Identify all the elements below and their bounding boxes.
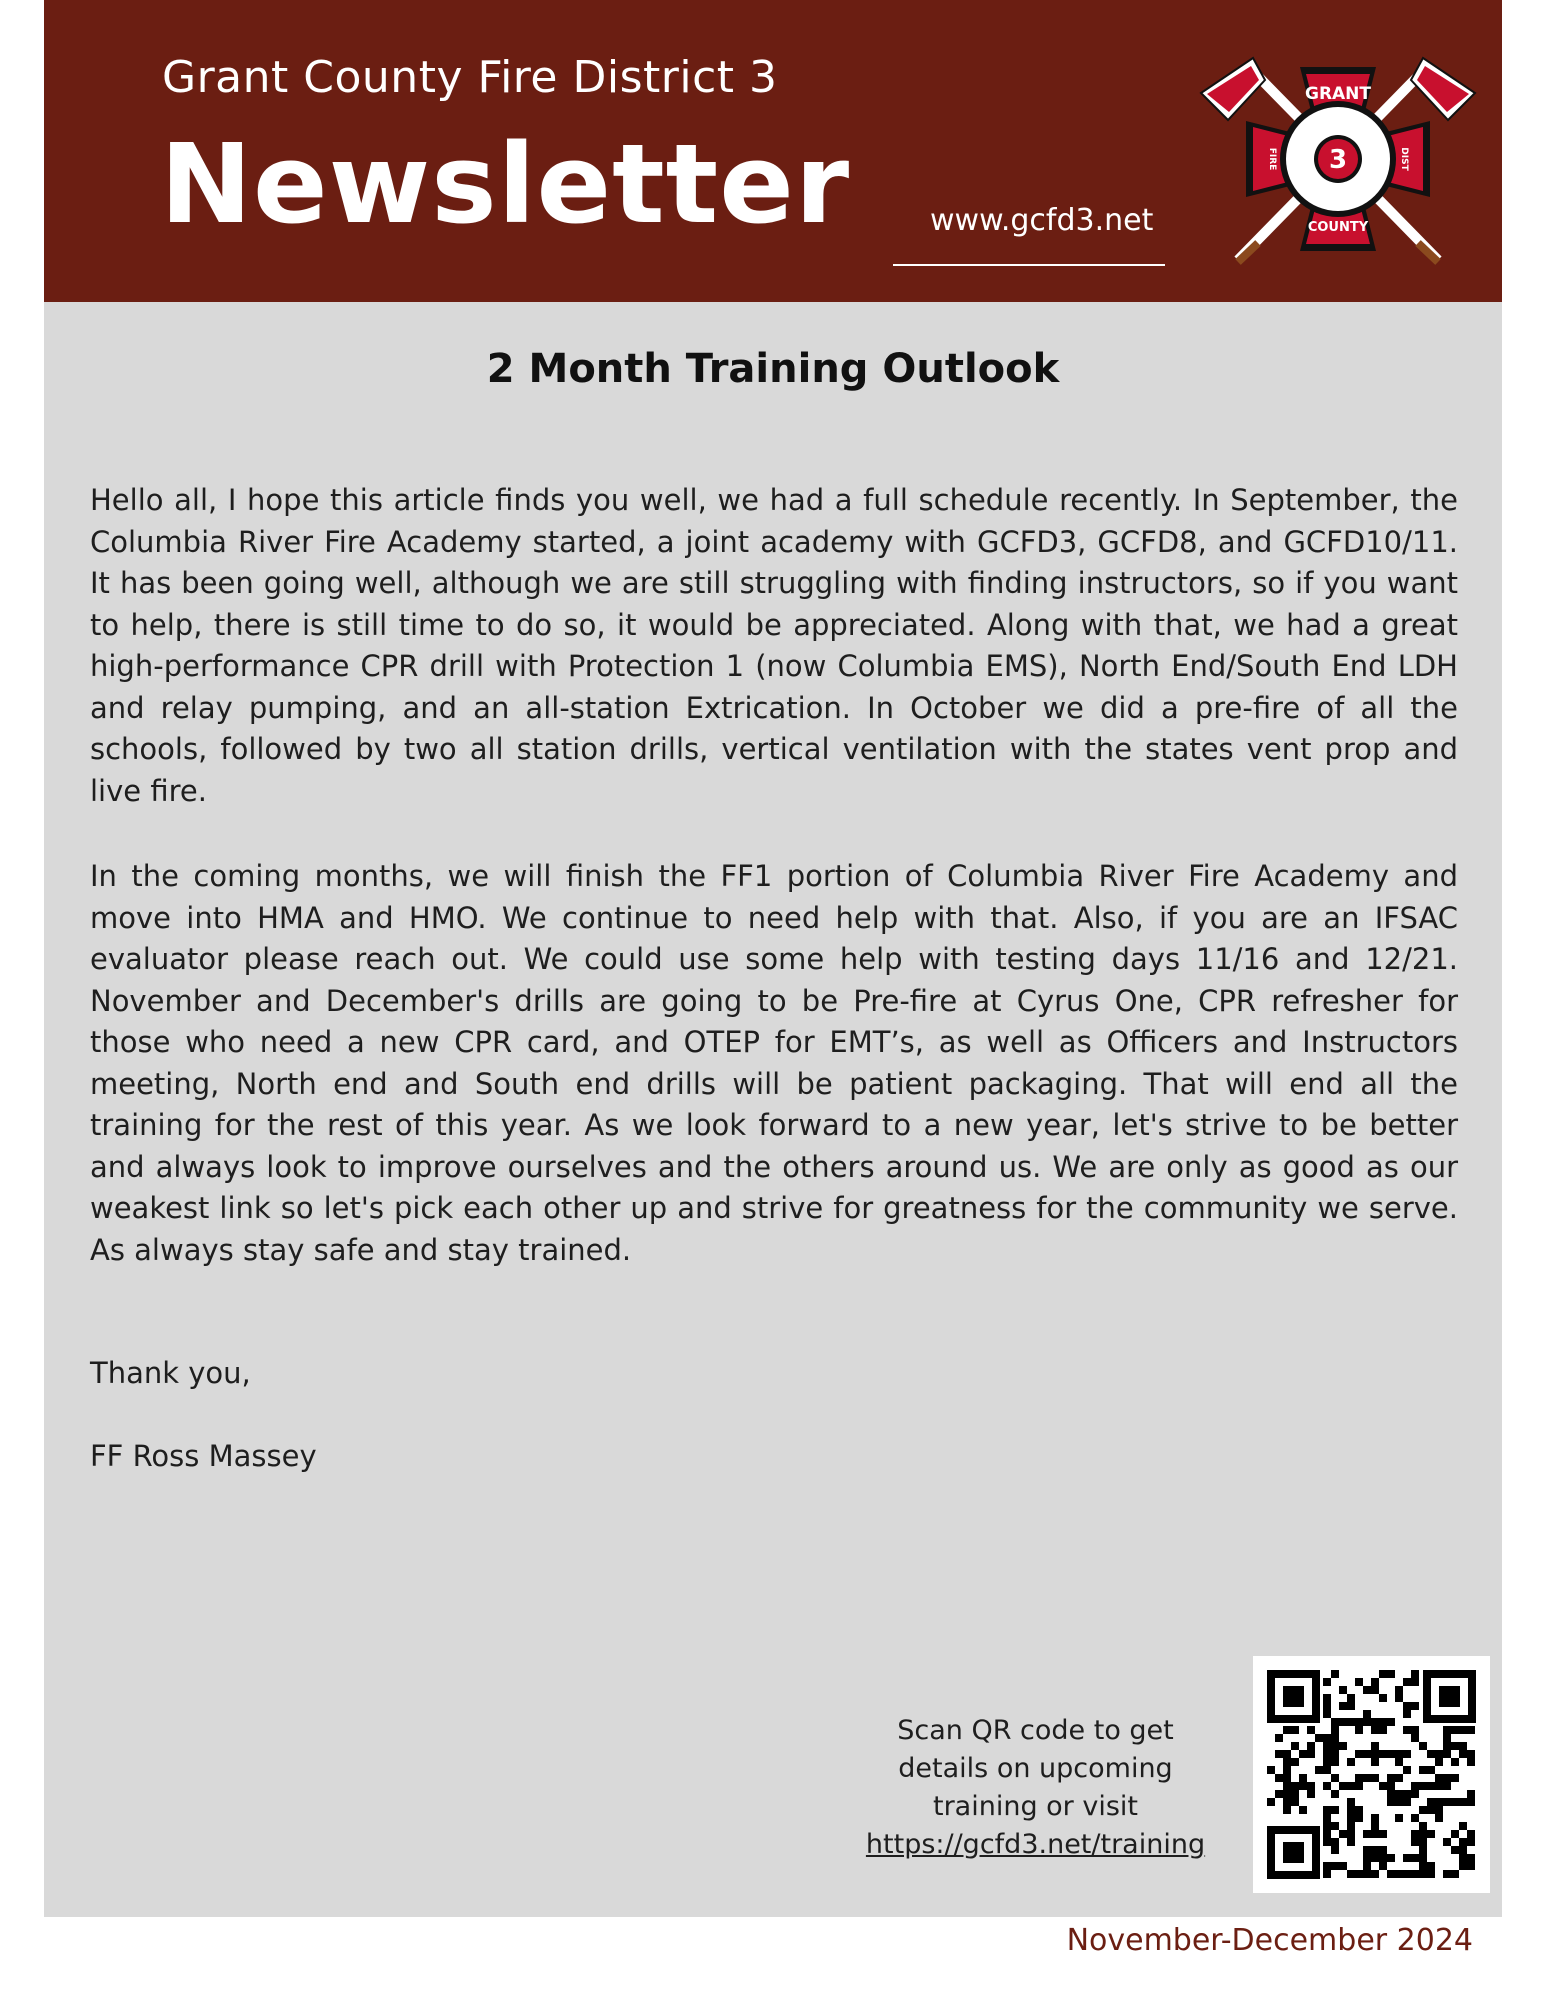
qr-module xyxy=(1443,1870,1451,1878)
qr-module xyxy=(1435,1806,1443,1814)
qr-module xyxy=(1395,1686,1403,1694)
article-paragraph: Hello all, I hope this article finds you well, we had a full schedule recently. In September, the Columbia River Fire Academy started, a joint academy with GCFD3, GCFD8, and GCFD10/11. It has been going well, although we are still struggling with finding instructors, so if you want to help, there is still time to do so, it would be appreciated. Along with that, we had a great high-performance CPR drill with Protection 1 (now Columbia EMS), North End/South End LDH and relay pumping, and an all-station Extrication. In October we did a pre-fire of all the schools, followed by two all station drills, vertical ventilation with the states vent prop and live fire. xyxy=(90,483,1458,808)
qr-module xyxy=(1443,1742,1451,1750)
qr-module xyxy=(1291,1758,1299,1766)
qr-module xyxy=(1403,1710,1411,1718)
qr-module xyxy=(1363,1710,1371,1718)
qr-module xyxy=(1331,1718,1339,1726)
qr-module xyxy=(1371,1750,1379,1758)
qr-module xyxy=(1459,1726,1467,1734)
qr-module xyxy=(1355,1774,1363,1782)
qr-module xyxy=(1459,1750,1467,1758)
qr-module xyxy=(1435,1774,1443,1782)
qr-module xyxy=(1355,1814,1363,1822)
qr-module xyxy=(1331,1758,1339,1766)
qr-module xyxy=(1419,1742,1427,1750)
qr-module xyxy=(1395,1870,1403,1878)
qr-module xyxy=(1451,1758,1459,1766)
qr-module xyxy=(1283,1758,1291,1766)
qr-module xyxy=(1403,1702,1411,1710)
qr-module xyxy=(1307,1742,1315,1750)
qr-module xyxy=(1427,1830,1435,1838)
qr-module xyxy=(1379,1718,1387,1726)
qr-module xyxy=(1323,1766,1331,1774)
qr-module xyxy=(1451,1846,1459,1854)
qr-module xyxy=(1427,1782,1435,1790)
qr-module xyxy=(1331,1822,1339,1830)
qr-module xyxy=(1363,1862,1371,1870)
qr-module xyxy=(1275,1734,1283,1742)
qr-module xyxy=(1403,1870,1411,1878)
website-underline xyxy=(893,264,1165,266)
qr-module xyxy=(1387,1718,1395,1726)
qr-module xyxy=(1379,1670,1387,1678)
qr-module xyxy=(1371,1742,1379,1750)
qr-module xyxy=(1283,1766,1291,1774)
qr-module xyxy=(1459,1822,1467,1830)
qr-caption-line: Scan QR code to get xyxy=(897,1715,1174,1746)
qr-module xyxy=(1371,1846,1379,1854)
qr-caption-line: details on upcoming xyxy=(898,1753,1173,1784)
qr-module xyxy=(1339,1830,1347,1838)
qr-module xyxy=(1451,1830,1459,1838)
qr-module xyxy=(1459,1862,1467,1870)
qr-module xyxy=(1411,1670,1419,1678)
qr-module xyxy=(1419,1822,1427,1830)
qr-module xyxy=(1323,1702,1331,1710)
qr-code-icon[interactable] xyxy=(1253,1656,1490,1893)
qr-caption-line: training or visit xyxy=(932,1791,1139,1822)
qr-module xyxy=(1467,1798,1475,1806)
qr-module xyxy=(1419,1870,1427,1878)
qr-module xyxy=(1379,1830,1387,1838)
qr-module xyxy=(1427,1862,1435,1870)
author-signature: FF Ross Massey xyxy=(90,1439,317,1473)
qr-module xyxy=(1299,1750,1307,1758)
qr-module xyxy=(1347,1822,1355,1830)
qr-module xyxy=(1283,1790,1291,1798)
qr-module xyxy=(1331,1806,1339,1814)
qr-module xyxy=(1395,1798,1403,1806)
svg-text:DIST: DIST xyxy=(1399,147,1409,171)
qr-module xyxy=(1443,1726,1451,1734)
qr-module xyxy=(1459,1838,1467,1846)
qr-module xyxy=(1331,1862,1339,1870)
qr-module xyxy=(1347,1806,1355,1814)
qr-module xyxy=(1323,1830,1331,1838)
qr-module xyxy=(1379,1726,1387,1734)
qr-module xyxy=(1459,1798,1467,1806)
qr-module xyxy=(1411,1702,1419,1710)
qr-module xyxy=(1371,1686,1379,1694)
qr-module xyxy=(1371,1726,1379,1734)
qr-module xyxy=(1395,1814,1403,1822)
qr-module xyxy=(1347,1814,1355,1822)
qr-module xyxy=(1411,1814,1419,1822)
qr-module xyxy=(1387,1750,1395,1758)
qr-module xyxy=(1379,1846,1387,1854)
qr-module xyxy=(1467,1854,1475,1862)
qr-module xyxy=(1283,1798,1291,1806)
qr-module xyxy=(1355,1806,1363,1814)
qr-module xyxy=(1467,1750,1475,1758)
qr-module xyxy=(1323,1750,1331,1758)
qr-module xyxy=(1267,1766,1275,1774)
qr-module xyxy=(1355,1750,1363,1758)
qr-module xyxy=(1379,1782,1387,1790)
qr-module xyxy=(1323,1862,1331,1870)
qr-module xyxy=(1323,1758,1331,1766)
qr-module xyxy=(1467,1830,1475,1838)
qr-module xyxy=(1387,1670,1395,1678)
qr-module xyxy=(1435,1758,1443,1766)
svg-text:GRANT: GRANT xyxy=(1304,84,1372,104)
qr-module xyxy=(1315,1734,1323,1742)
qr-module xyxy=(1371,1830,1379,1838)
qr-module xyxy=(1451,1870,1459,1878)
qr-module xyxy=(1427,1806,1435,1814)
qr-module xyxy=(1387,1774,1395,1782)
qr-module xyxy=(1419,1830,1427,1838)
qr-module xyxy=(1283,1782,1291,1790)
qr-module xyxy=(1291,1726,1299,1734)
qr-module xyxy=(1355,1870,1363,1878)
qr-module xyxy=(1419,1846,1427,1854)
qr-module xyxy=(1403,1678,1411,1686)
qr-module xyxy=(1323,1782,1331,1790)
qr-module xyxy=(1435,1750,1443,1758)
qr-module xyxy=(1291,1798,1299,1806)
qr-module xyxy=(1283,1806,1291,1814)
qr-module xyxy=(1459,1742,1467,1750)
qr-module xyxy=(1371,1854,1379,1862)
qr-module xyxy=(1331,1742,1339,1750)
qr-module xyxy=(1403,1798,1411,1806)
qr-module xyxy=(1323,1742,1331,1750)
qr-module xyxy=(1387,1870,1395,1878)
svg-text:3: 3 xyxy=(1328,145,1348,175)
qr-module xyxy=(1427,1766,1435,1774)
svg-text:COUNTY: COUNTY xyxy=(1307,220,1369,235)
qr-module xyxy=(1451,1798,1459,1806)
qr-module xyxy=(1403,1726,1411,1734)
qr-module xyxy=(1291,1742,1299,1750)
qr-module xyxy=(1347,1758,1355,1766)
qr-module xyxy=(1299,1774,1307,1782)
qr-module xyxy=(1363,1718,1371,1726)
qr-module xyxy=(1339,1702,1347,1710)
qr-module xyxy=(1443,1750,1451,1758)
qr-module xyxy=(1427,1870,1435,1878)
qr-module xyxy=(1291,1790,1299,1798)
qr-module xyxy=(1363,1870,1371,1878)
qr-module xyxy=(1347,1694,1355,1702)
qr-module xyxy=(1395,1694,1403,1702)
qr-module xyxy=(1363,1774,1371,1782)
qr-module xyxy=(1275,1750,1283,1758)
qr-module xyxy=(1419,1838,1427,1846)
qr-module xyxy=(1467,1726,1475,1734)
qr-module xyxy=(1443,1734,1451,1742)
qr-module xyxy=(1411,1870,1419,1878)
qr-module xyxy=(1363,1750,1371,1758)
qr-module xyxy=(1331,1838,1339,1846)
svg-text:FIRE: FIRE xyxy=(1267,147,1277,171)
qr-module xyxy=(1363,1854,1371,1862)
qr-module xyxy=(1371,1678,1379,1686)
qr-module xyxy=(1339,1686,1347,1694)
qr-module xyxy=(1323,1710,1331,1718)
qr-module xyxy=(1355,1678,1363,1686)
qr-module xyxy=(1323,1694,1331,1702)
qr-module xyxy=(1275,1774,1283,1782)
qr-module xyxy=(1427,1750,1435,1758)
qr-module xyxy=(1459,1846,1467,1854)
qr-module xyxy=(1411,1782,1419,1790)
qr-module xyxy=(1347,1870,1355,1878)
qr-module xyxy=(1307,1790,1315,1798)
qr-module xyxy=(1347,1838,1355,1846)
qr-module xyxy=(1323,1838,1331,1846)
qr-module xyxy=(1411,1854,1419,1862)
qr-module xyxy=(1467,1790,1475,1798)
article-paragraph: In the coming months, we will finish the FF1 portion of Columbia River Fire Academy and move into HMA and HMO. We continue to need help with that. Also, if you are an IFSAC evaluator please reach out. We could use some help with testing days 11/16 and 12/21. November and December's drills are going to be Pre-fire at Cyrus One, CPR refresher for those who need a new CPR card, and OTEP for EMT’s, as well as Officers and Instructors meeting, North end and South end drills will be patient packaging. That will end all the training for the rest of this year. As we look forward to a new year, let's strive to be better and always look to improve ourselves and the others around us. We are only as good as our weakest link so let's pick each other up and strive for greatness for the community we serve. As always stay safe and stay trained. xyxy=(90,859,1458,1267)
qr-module xyxy=(1419,1862,1427,1870)
qr-module xyxy=(1411,1734,1419,1742)
qr-module xyxy=(1363,1846,1371,1854)
department-name: Grant County Fire District 3 xyxy=(162,52,778,103)
qr-module xyxy=(1443,1774,1451,1782)
qr-module xyxy=(1395,1790,1403,1798)
qr-module xyxy=(1307,1750,1315,1758)
qr-module xyxy=(1339,1742,1347,1750)
qr-module xyxy=(1291,1782,1299,1790)
qr-module xyxy=(1331,1670,1339,1678)
qr-module xyxy=(1411,1678,1419,1686)
qr-module xyxy=(1443,1798,1451,1806)
qr-module xyxy=(1363,1686,1371,1694)
qr-module xyxy=(1451,1726,1459,1734)
qr-module xyxy=(1347,1782,1355,1790)
qr-module xyxy=(1387,1782,1395,1790)
qr-module xyxy=(1379,1750,1387,1758)
qr-module xyxy=(1347,1718,1355,1726)
qr-module xyxy=(1371,1870,1379,1878)
qr-module xyxy=(1371,1774,1379,1782)
qr-module xyxy=(1379,1862,1387,1870)
qr-module xyxy=(1355,1782,1363,1790)
training-link[interactable]: https://gcfd3.net/training xyxy=(865,1829,1206,1860)
qr-module xyxy=(1323,1806,1331,1814)
qr-module xyxy=(1331,1846,1339,1854)
qr-module xyxy=(1363,1830,1371,1838)
qr-module xyxy=(1283,1774,1291,1782)
qr-module xyxy=(1411,1830,1419,1838)
qr-module xyxy=(1331,1774,1339,1782)
qr-caption xyxy=(848,1712,1223,1864)
qr-module xyxy=(1323,1734,1331,1742)
qr-module xyxy=(1459,1854,1467,1862)
qr-module xyxy=(1395,1750,1403,1758)
qr-module xyxy=(1371,1822,1379,1830)
qr-module xyxy=(1451,1774,1459,1782)
qr-module xyxy=(1411,1838,1419,1846)
qr-module xyxy=(1323,1822,1331,1830)
qr-module xyxy=(1419,1766,1427,1774)
qr-module xyxy=(1323,1814,1331,1822)
qr-module xyxy=(1387,1854,1395,1862)
qr-module xyxy=(1371,1814,1379,1822)
fire-district-badge-icon xyxy=(1193,48,1483,270)
qr-module xyxy=(1267,1798,1275,1806)
qr-module xyxy=(1395,1758,1403,1766)
qr-module xyxy=(1435,1814,1443,1822)
qr-module xyxy=(1403,1766,1411,1774)
qr-module xyxy=(1467,1758,1475,1766)
qr-module xyxy=(1331,1726,1339,1734)
qr-module xyxy=(1371,1718,1379,1726)
qr-module xyxy=(1387,1790,1395,1798)
qr-module xyxy=(1403,1854,1411,1862)
qr-module xyxy=(1275,1790,1283,1798)
qr-module xyxy=(1435,1782,1443,1790)
qr-module xyxy=(1283,1750,1291,1758)
qr-module xyxy=(1299,1806,1307,1814)
qr-module xyxy=(1379,1854,1387,1862)
qr-module xyxy=(1339,1862,1347,1870)
qr-module xyxy=(1315,1766,1323,1774)
qr-module xyxy=(1403,1790,1411,1798)
qr-module xyxy=(1411,1726,1419,1734)
qr-module xyxy=(1307,1782,1315,1790)
qr-module xyxy=(1419,1854,1427,1862)
qr-module xyxy=(1355,1726,1363,1734)
qr-module xyxy=(1395,1774,1403,1782)
qr-module xyxy=(1435,1798,1443,1806)
qr-module xyxy=(1347,1702,1355,1710)
qr-module xyxy=(1283,1726,1291,1734)
qr-module xyxy=(1355,1718,1363,1726)
qr-module xyxy=(1419,1782,1427,1790)
qr-module xyxy=(1339,1782,1347,1790)
qr-module xyxy=(1411,1790,1419,1798)
qr-module xyxy=(1387,1798,1395,1806)
qr-module xyxy=(1307,1726,1315,1734)
qr-module xyxy=(1467,1838,1475,1846)
qr-module xyxy=(1347,1830,1355,1838)
qr-module xyxy=(1331,1734,1339,1742)
qr-module xyxy=(1323,1678,1331,1686)
qr-module xyxy=(1443,1782,1451,1790)
qr-module xyxy=(1451,1742,1459,1750)
qr-module xyxy=(1379,1694,1387,1702)
qr-module xyxy=(1347,1798,1355,1806)
qr-module xyxy=(1443,1838,1451,1846)
qr-module xyxy=(1403,1750,1411,1758)
qr-module xyxy=(1331,1750,1339,1758)
issue-date: November-December 2024 xyxy=(1066,1923,1473,1958)
qr-module xyxy=(1371,1758,1379,1766)
article-title: 2 Month Training Outlook xyxy=(486,346,1060,392)
newsletter-title: Newsletter xyxy=(160,120,851,248)
qr-module xyxy=(1467,1862,1475,1870)
website-link[interactable]: www.gcfd3.net xyxy=(930,203,1154,238)
closing-line: Thank you, xyxy=(90,1356,251,1390)
qr-module xyxy=(1419,1806,1427,1814)
qr-module xyxy=(1331,1790,1339,1798)
qr-module xyxy=(1323,1870,1331,1878)
qr-module xyxy=(1427,1798,1435,1806)
qr-module xyxy=(1299,1782,1307,1790)
qr-module xyxy=(1339,1718,1347,1726)
